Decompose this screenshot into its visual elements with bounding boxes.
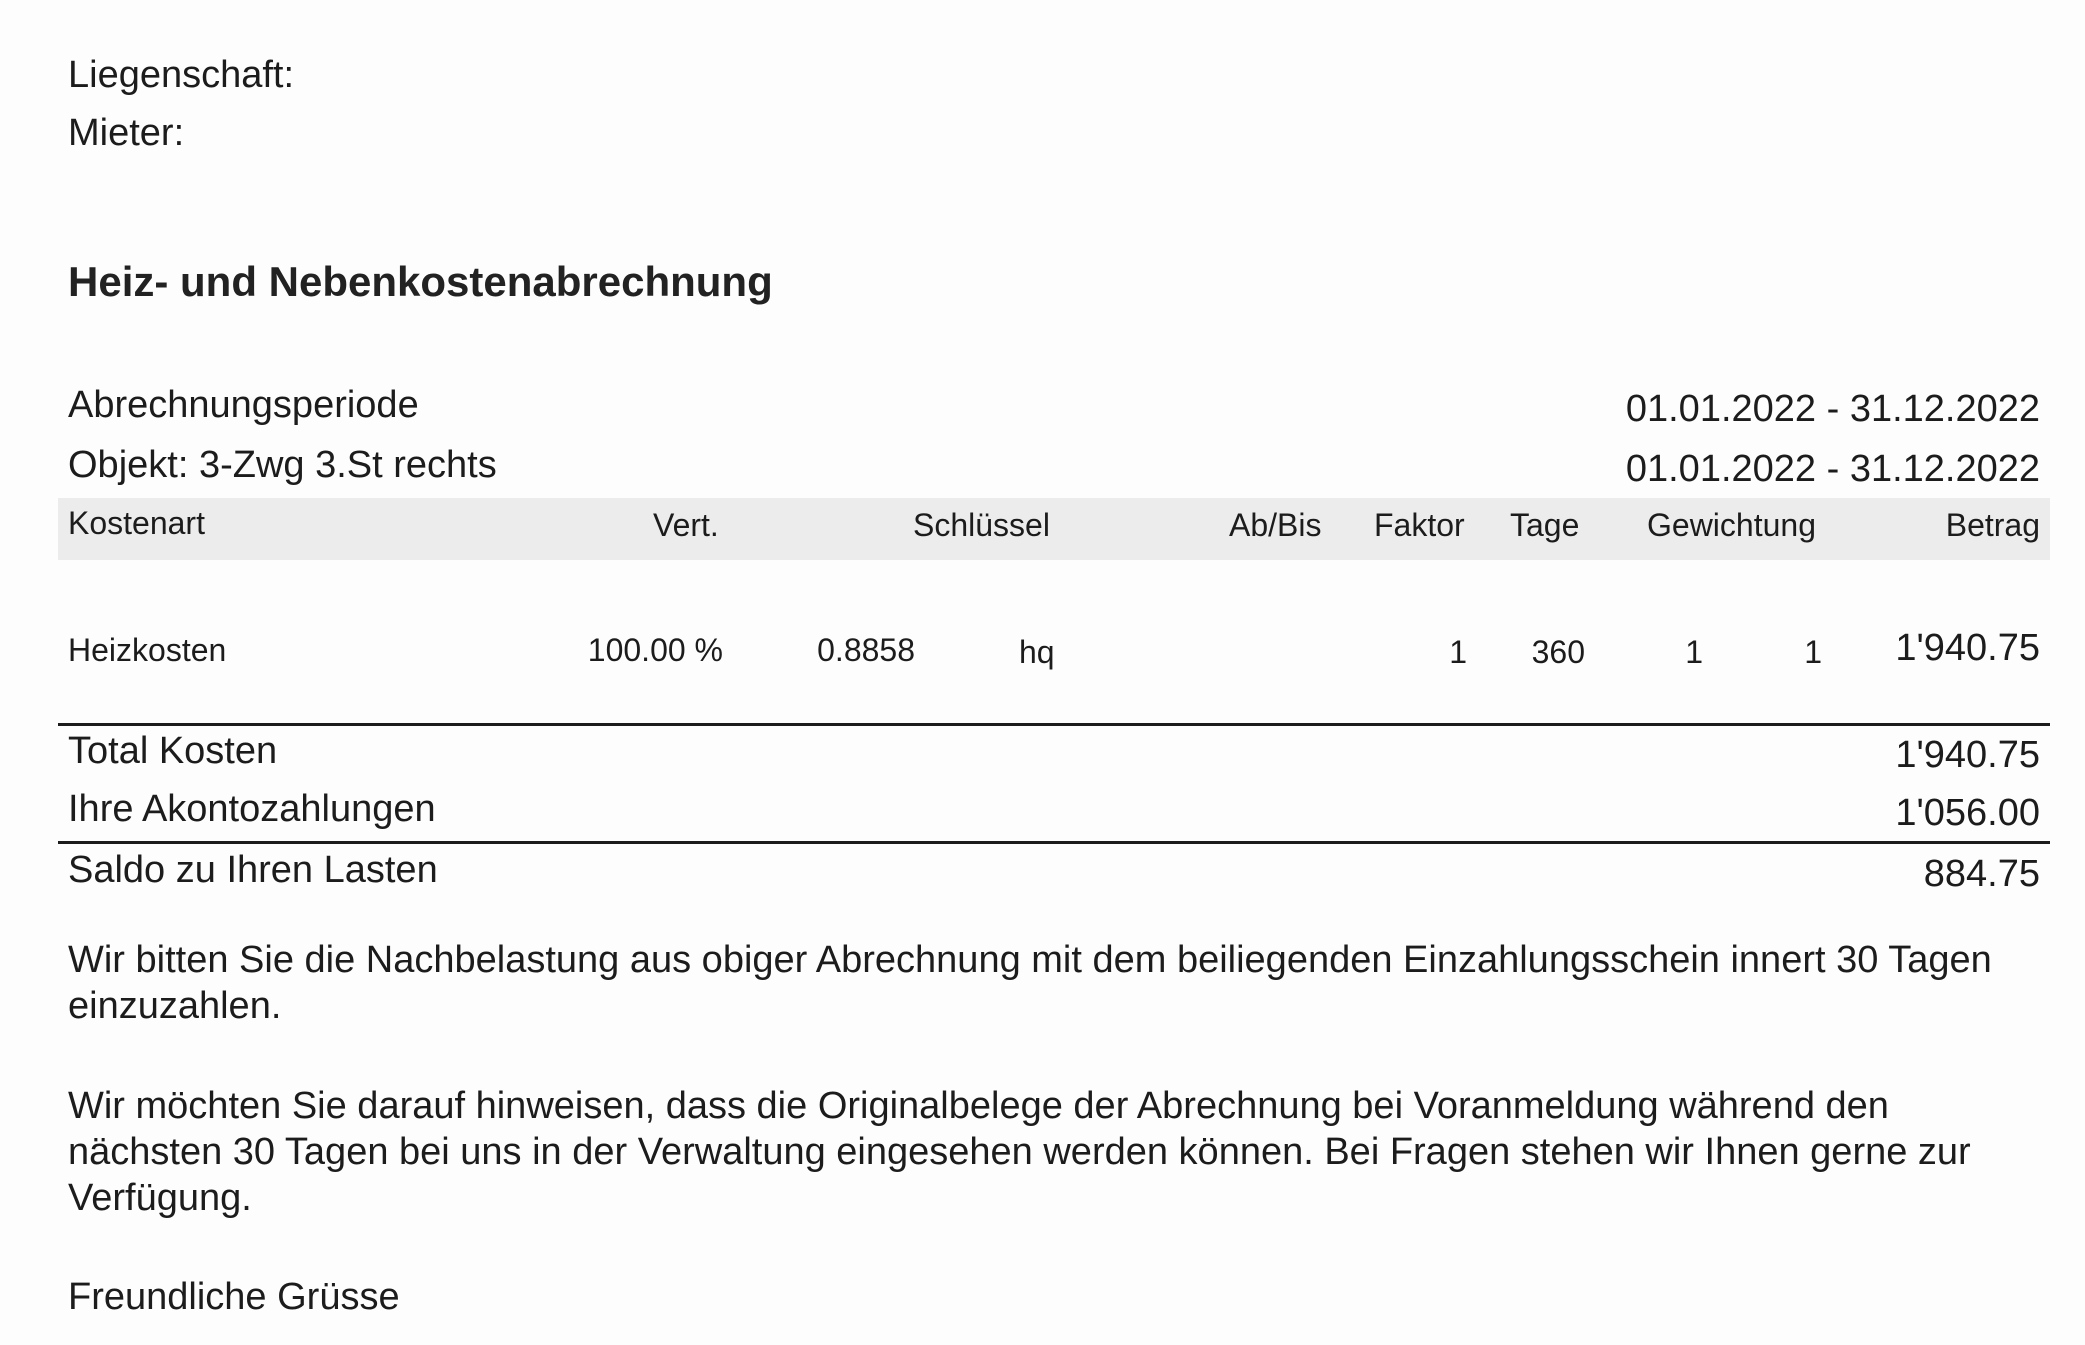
tenant-label: Mieter: <box>68 112 185 154</box>
col-header-abbis: Ab/Bis <box>1229 507 1322 543</box>
saldo-label: Saldo zu Ihren Lasten <box>68 849 438 891</box>
cell-faktor: 1 <box>1449 634 1467 670</box>
property-label: Liegenschaft: <box>68 54 295 96</box>
period-label: Abrechnungsperiode <box>68 384 419 426</box>
cell-gewichtung-a: 1 <box>1685 634 1703 670</box>
document-title: Heiz- und Nebenkostenabrechnung <box>68 258 773 305</box>
cell-schluessel-value: 0.8858 <box>817 632 915 668</box>
col-header-vert: Vert. <box>653 507 719 543</box>
col-header-tage: Tage <box>1510 507 1580 543</box>
col-header-gewichtung: Gewichtung <box>1647 507 1816 543</box>
cell-kostenart: Heizkosten <box>68 632 227 668</box>
col-header-schluessel: Schlüssel <box>913 507 1050 543</box>
totals-divider <box>58 723 2050 726</box>
cell-schluessel-unit: hq <box>1019 634 1055 670</box>
period-value: 01.01.2022 - 31.12.2022 <box>1625 388 2040 430</box>
total-costs-value: 1'940.75 <box>1895 734 2040 776</box>
object-value: 01.01.2022 - 31.12.2022 <box>1625 448 2040 490</box>
akonto-label: Ihre Akontozahlungen <box>68 788 436 830</box>
cell-tage: 360 <box>1531 634 1585 670</box>
closing-greeting: Freundliche Grüsse <box>68 1276 400 1318</box>
cell-vert: 100.00 % <box>587 632 723 668</box>
col-header-faktor: Faktor <box>1374 507 1465 543</box>
object-label: Objekt: 3-Zwg 3.St rechts <box>68 444 497 486</box>
payment-request-paragraph: Wir bitten Sie die Nachbelastung aus obiger Abrechnung mit dem beiliegenden Einzahlungsschein innert 30 Tagen einzuzahlen. <box>68 939 1992 1027</box>
col-header-betrag: Betrag <box>1945 507 2040 543</box>
receipts-notice-paragraph: Wir möchten Sie darauf hinweisen, dass die Originalbelege der Abrechnung bei Voranmeldung während den nächsten 30 Tagen bei uns in der Verwaltung eingesehen werden können. Bei Fragen stehen wir Ihnen gerne zur Verfügung. <box>68 1085 1971 1219</box>
cell-betrag: 1'940.75 <box>1895 627 2040 669</box>
total-costs-label: Total Kosten <box>68 730 278 772</box>
col-header-kostenart: Kostenart <box>68 505 205 541</box>
cell-gewichtung-b: 1 <box>1804 634 1822 670</box>
saldo-divider <box>58 841 2050 844</box>
akonto-value: 1'056.00 <box>1895 792 2040 834</box>
saldo-value: 884.75 <box>1923 853 2040 895</box>
